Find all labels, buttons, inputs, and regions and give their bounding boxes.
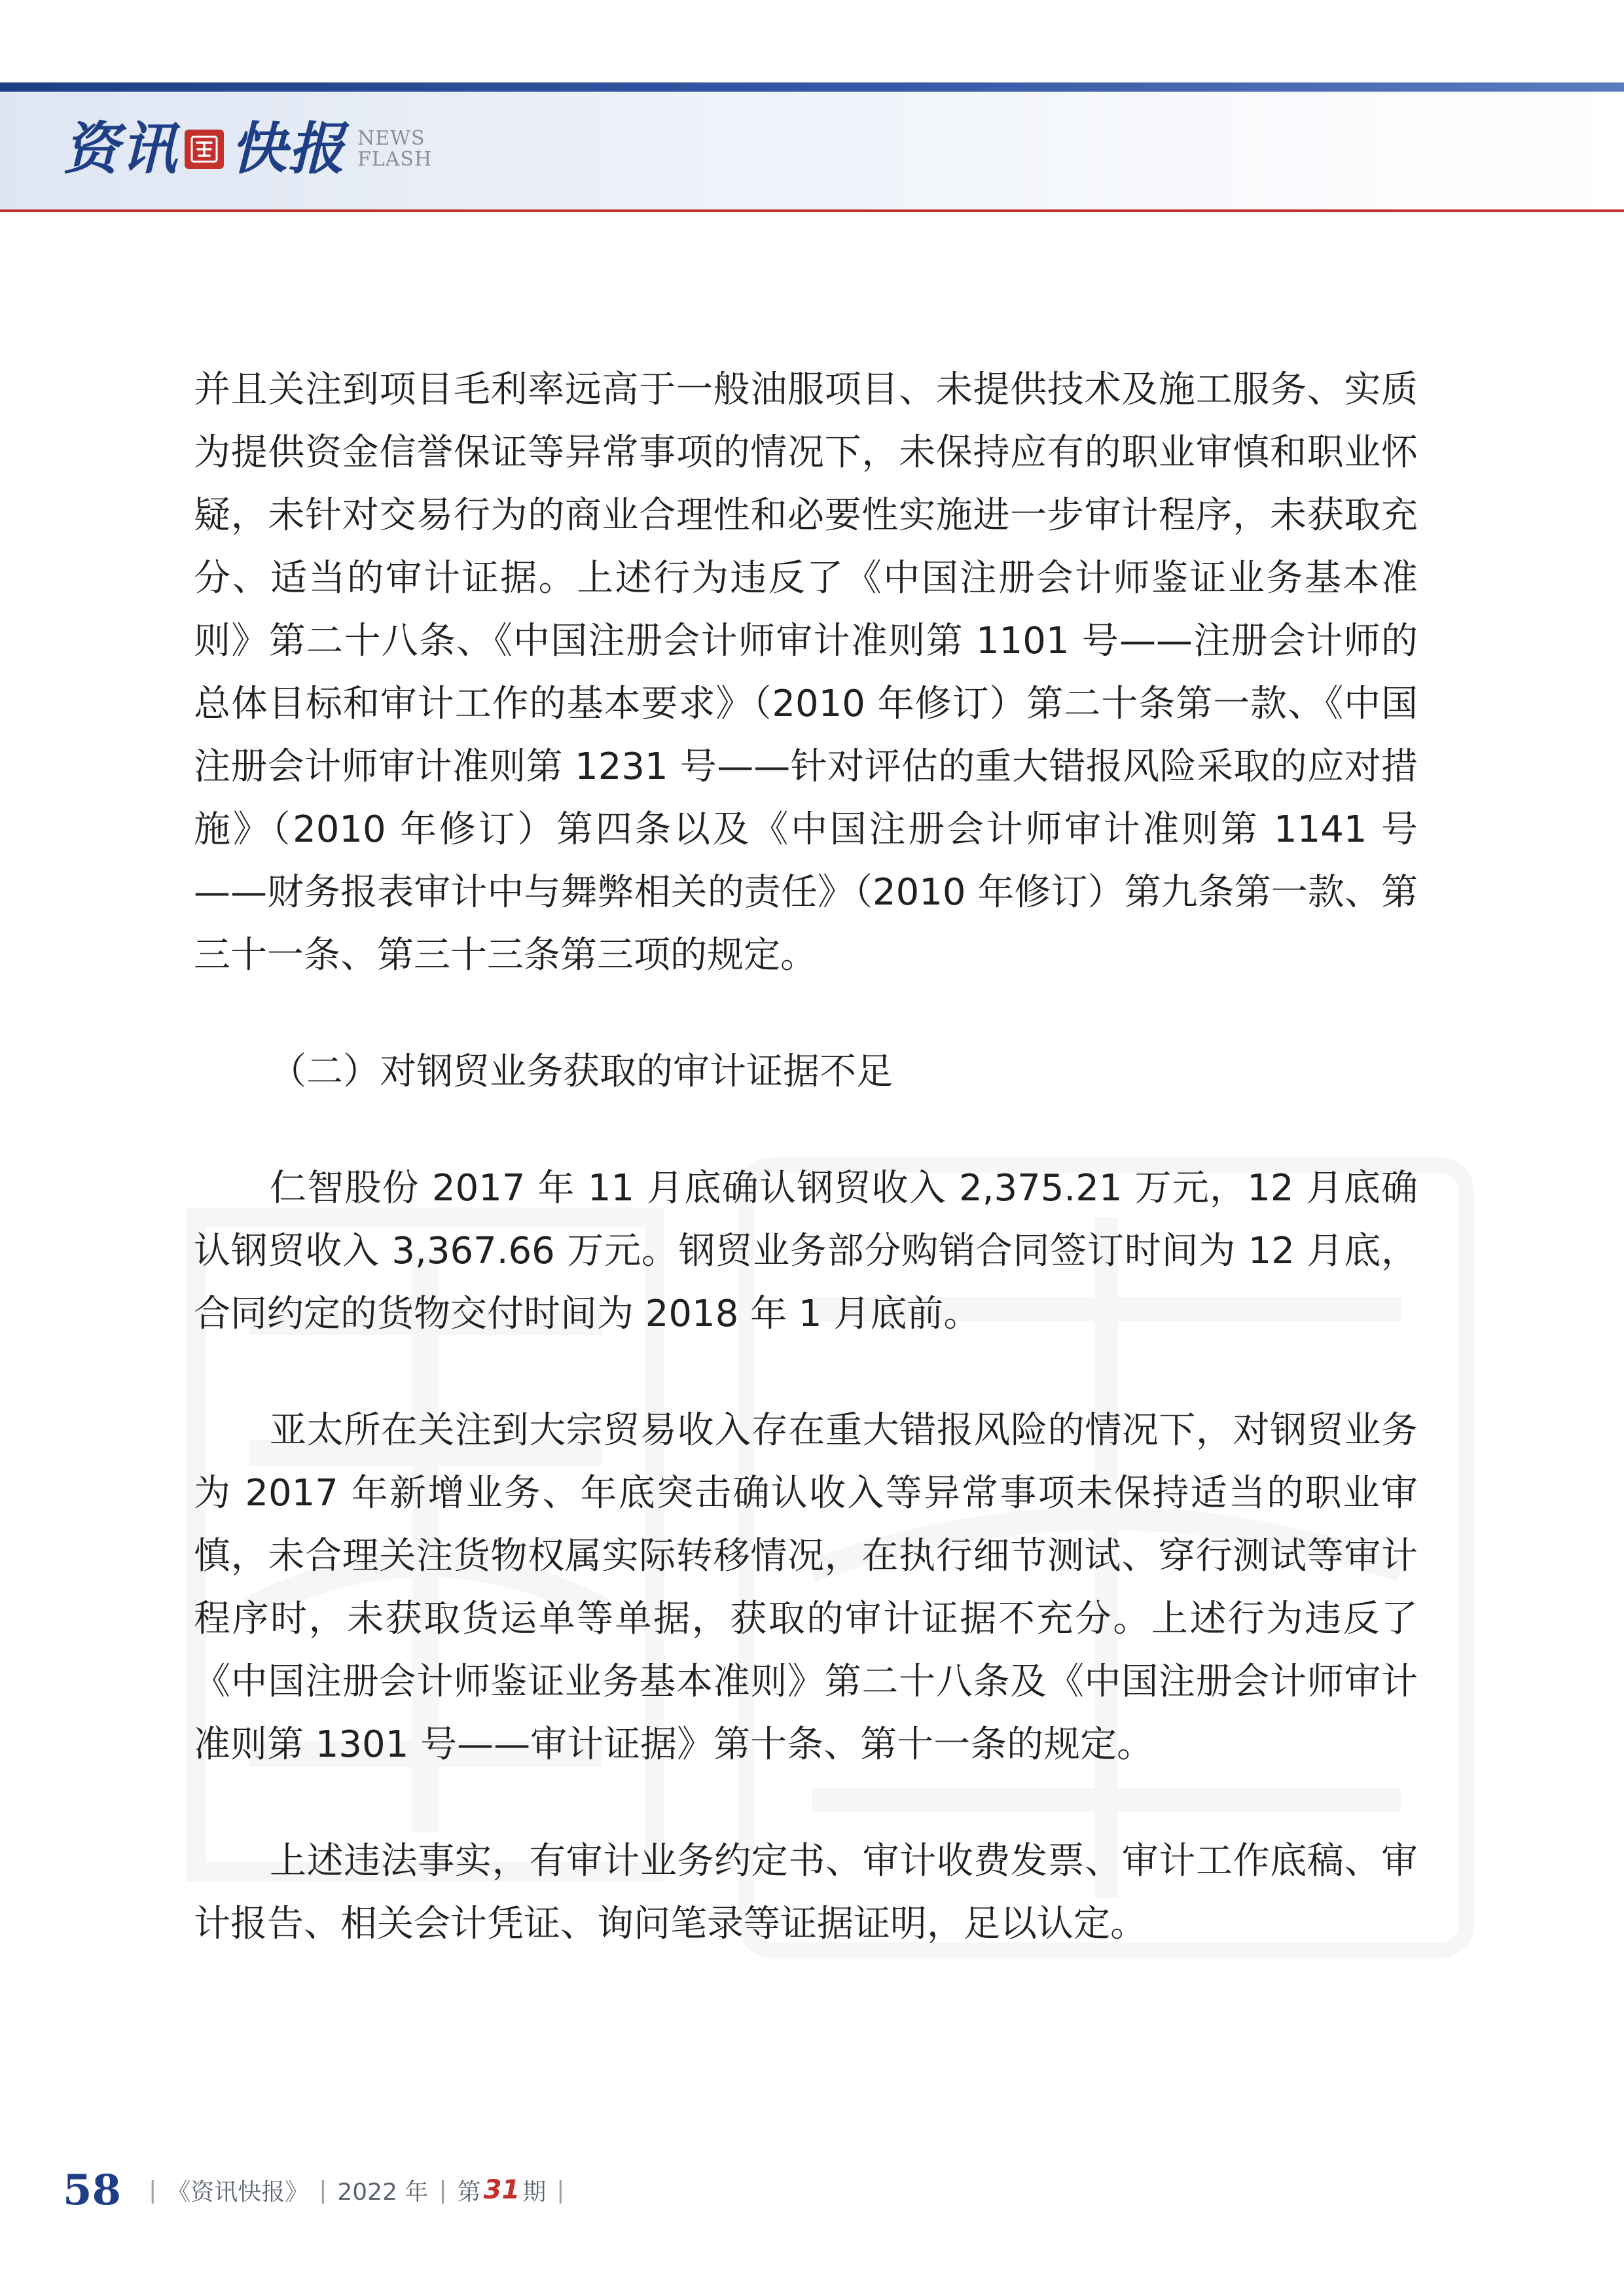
footer-issue-suffix: 期 xyxy=(522,2178,547,2206)
footer-issue-number: 31 xyxy=(483,2175,520,2205)
article-body xyxy=(194,359,1418,1956)
header-top-rule xyxy=(0,82,1624,92)
masthead xyxy=(63,110,432,188)
footer-year: 2022 年 xyxy=(337,2178,429,2206)
masthead-title-part2: 快报 xyxy=(230,116,346,182)
masthead-english-line1: NEWS xyxy=(357,127,425,150)
masthead-english xyxy=(357,128,432,170)
footer-issue-prefix: 第 xyxy=(457,2178,481,2206)
footer-separator: | xyxy=(439,2176,447,2204)
masthead-english-line2: FLASH xyxy=(357,148,433,171)
header-bottom-rule xyxy=(0,209,1624,212)
paragraph-3: 亚太所在关注到大宗贸易收入存在重大错报风险的情况下，对钢贸业务为 2017 年新增业务、年底突击确认收入等异常事项未保持适当的职业审慎，未合理关注货物权属实际转移情况，在执行细节测试、穿行测试等审计程序时，未获取货运单等单据，获取的审计证据不充分。上述行为违反了《中国注册会计师鉴证业务基本准则》第二十八条及《中国注册会计师审计准则第 1301 号——审计证据》第十条、第十一条的规定。 xyxy=(194,1409,1418,1766)
page-footer xyxy=(63,2164,575,2216)
section-heading: （二）对钢贸业务获取的审计证据不足 xyxy=(270,1050,893,1093)
masthead-title-part1: 资讯 xyxy=(63,116,178,182)
footer-publication: 《资讯快报》 xyxy=(167,2178,309,2206)
footer-separator: | xyxy=(556,2176,565,2204)
page-number: 58 xyxy=(63,2165,122,2215)
paragraph-2: 仁智股份 2017 年 11 月底确认钢贸收入 2,375.21 万元，12 月底确认钢贸收入 3,367.66 万元。钢贸业务部分购销合同签订时间为 12 月底，合同约定的货物交付时间为 2018 年 1 月底前。 xyxy=(194,1167,1418,1335)
paragraph-1: 并且关注到项目毛利率远高于一般油服项目、未提供技术及施工服务、实质为提供资金信誉保证等异常事项的情况下，未保持应有的职业审慎和职业怀疑，未针对交易行为的商业合理性和必要性实施进一步审计程序，未获取充分、适当的审计证据。上述行为违反了《中国注册会计师鉴证业务基本准则》第二十八条、《中国注册会计师审计准则第 1101 号——注册会计师的总体目标和审计工作的基本要求》（2010 年修订）第二十条第一款、《中国注册会计师审计准则第 1231 号——针对评估的重大错报风险采取的应对措施》（2010 年修订）第四条以及《中国注册会计师审计准则第 1141 号——财务报表审计中与舞弊相关的责任》（2010 年修订）第九条第一款、第三十一条、第三十三条第三项的规定。 xyxy=(194,368,1418,977)
paragraph-4: 上述违法事实，有审计业务约定书、审计收费发票、审计工作底稿、审计报告、相关会计凭证、询问笔录等证据证明，足以认定。 xyxy=(194,1840,1418,1945)
footer-separator: | xyxy=(319,2176,327,2204)
seal-icon xyxy=(185,130,224,169)
footer-separator: | xyxy=(149,2176,157,2204)
